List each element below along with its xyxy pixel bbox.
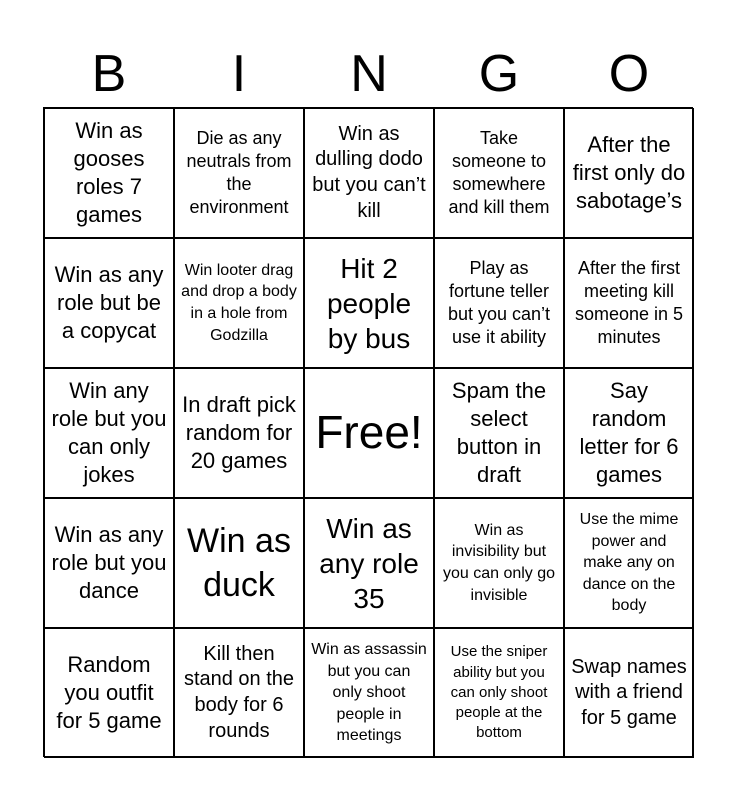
bingo-cell-r1c3[interactable]: Win as dulling dodo but you can’t kill xyxy=(304,108,434,238)
bingo-cell-r2c1[interactable]: Win as any role but be a copycat xyxy=(44,238,174,368)
bingo-cell-r5c1[interactable]: Random you outfit for 5 game xyxy=(44,628,174,758)
bingo-cell-free[interactable]: Free! xyxy=(304,368,434,498)
bingo-cell-r5c5[interactable]: Swap names with a friend for 5 game xyxy=(564,628,694,758)
bingo-cell-r3c1[interactable]: Win any role but you can only jokes xyxy=(44,368,174,498)
header-letter-o: O xyxy=(608,45,650,103)
bingo-cell-r1c4[interactable]: Take someone to somewhere and kill them xyxy=(434,108,564,238)
bingo-header xyxy=(44,42,694,106)
header-letter-i: I xyxy=(231,45,247,103)
header-letter-n: N xyxy=(350,45,388,103)
bingo-cell-r4c2[interactable]: Win as duck xyxy=(174,498,304,628)
bingo-cell-r5c4[interactable]: Use the sniper ability but you can only shoot people at the bottom xyxy=(434,628,564,758)
bingo-cell-r3c5[interactable]: Say random letter for 6 games xyxy=(564,368,694,498)
header-letter-b: B xyxy=(91,45,127,103)
bingo-cell-r4c4[interactable]: Win as invisibility but you can only go invisible xyxy=(434,498,564,628)
bingo-cell-r4c5[interactable]: Use the mime power and make any on dance on the body xyxy=(564,498,694,628)
bingo-cell-r1c5[interactable]: After the first only do sabotage’s xyxy=(564,108,694,238)
bingo-cell-r4c3[interactable]: Win as any role 35 xyxy=(304,498,434,628)
bingo-cell-r4c1[interactable]: Win as any role but you dance xyxy=(44,498,174,628)
bingo-cell-r3c2[interactable]: In draft pick random for 20 games xyxy=(174,368,304,498)
bingo-cell-r5c2[interactable]: Kill then stand on the body for 6 rounds xyxy=(174,628,304,758)
bingo-cell-r5c3[interactable]: Win as assassin but you can only shoot people in meetings xyxy=(304,628,434,758)
bingo-cell-r3c4[interactable]: Spam the select button in draft xyxy=(434,368,564,498)
bingo-cell-r1c2[interactable]: Die as any neutrals from the environment xyxy=(174,108,304,238)
bingo-cell-r2c4[interactable]: Play as fortune teller but you can’t use it ability xyxy=(434,238,564,368)
bingo-cell-r2c2[interactable]: Win looter drag and drop a body in a hole from Godzilla xyxy=(174,238,304,368)
bingo-cell-r1c1[interactable]: Win as gooses roles 7 games xyxy=(44,108,174,238)
bingo-board xyxy=(43,107,693,757)
bingo-cell-r2c5[interactable]: After the first meeting kill someone in 5 minutes xyxy=(564,238,694,368)
header-letter-g: G xyxy=(478,45,520,103)
bingo-cell-r2c3[interactable]: Hit 2 people by bus xyxy=(304,238,434,368)
